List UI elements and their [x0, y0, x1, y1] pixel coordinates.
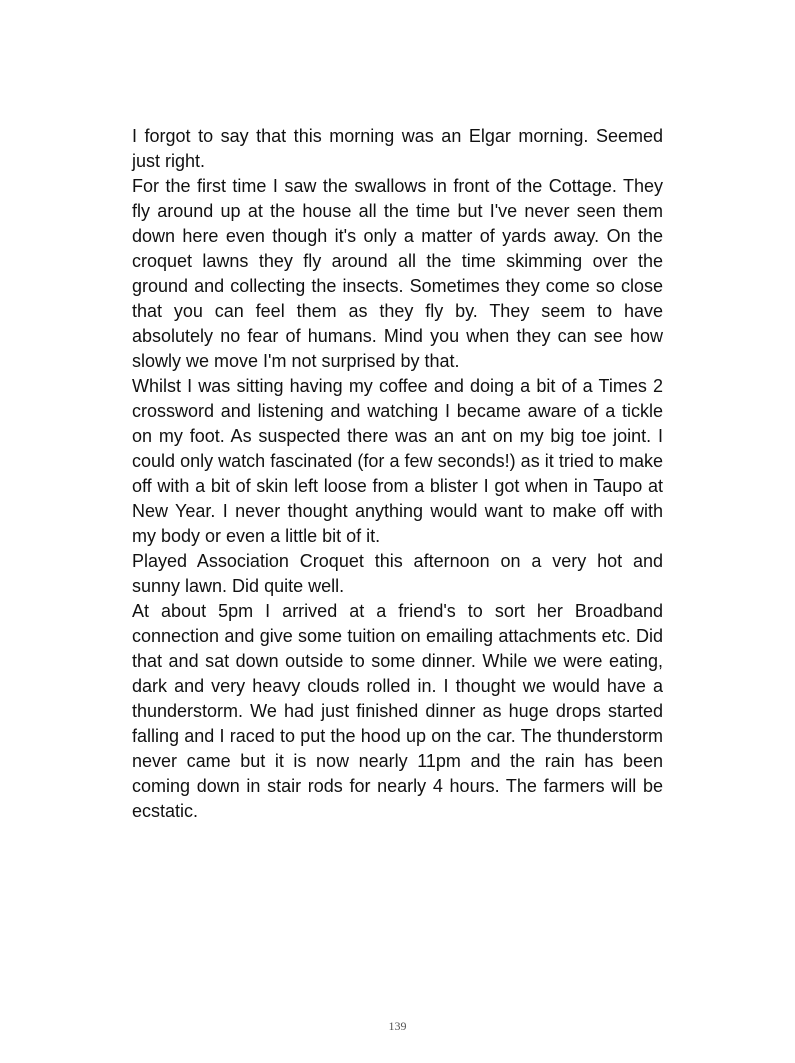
paragraph-ant: Whilst I was sitting having my coffee and doing a bit of a Times 2 crossword and listening and watching I became aware of a tickle on my foot. As suspected there was an ant on my big toe joint. I could only watch fascinated (for a few seconds!) as it tried to make off with a bit of skin left loose from a blister I got when in Taupo at New Year. I never thought anything would want to make off with my body or even a little bit of it.: [132, 376, 663, 546]
journal-body: [132, 124, 663, 824]
paragraph-croquet: Played Association Croquet this afternoon on a very hot and sunny lawn. Did quite well.: [132, 551, 663, 596]
paragraph-thunderstorm: At about 5pm I arrived at a friend's to sort her Broadband connection and give some tuition on emailing attachments etc. Did that and sat down outside to some dinner. While we were eating, dark and very heavy clouds rolled in. I thought we would have a thunderstorm. We had just finished dinner as huge drops started falling and I raced to put the hood up on the car. The thunderstorm never came but it is now nearly 11pm and the rain has been coming down in stair rods for nearly 4 hours. The farmers will be ecstatic.: [132, 601, 663, 821]
paragraph-swallows: For the first time I saw the swallows in front of the Cottage. They fly around up at the house all the time but I've never seen them down here even though it's only a matter of yards away. On the croquet lawns they fly around all the time skimming over the ground and collecting the insects. Sometimes they come so close that you can feel them as they fly by. They seem to have absolutely no fear of humans. Mind you when they can see how slowly we move I'm not surprised by that.: [132, 176, 663, 371]
paragraph-elgar-morning: I forgot to say that this morning was an Elgar morning. Seemed just right.: [132, 126, 663, 171]
page-number: 139: [388, 1019, 407, 1033]
